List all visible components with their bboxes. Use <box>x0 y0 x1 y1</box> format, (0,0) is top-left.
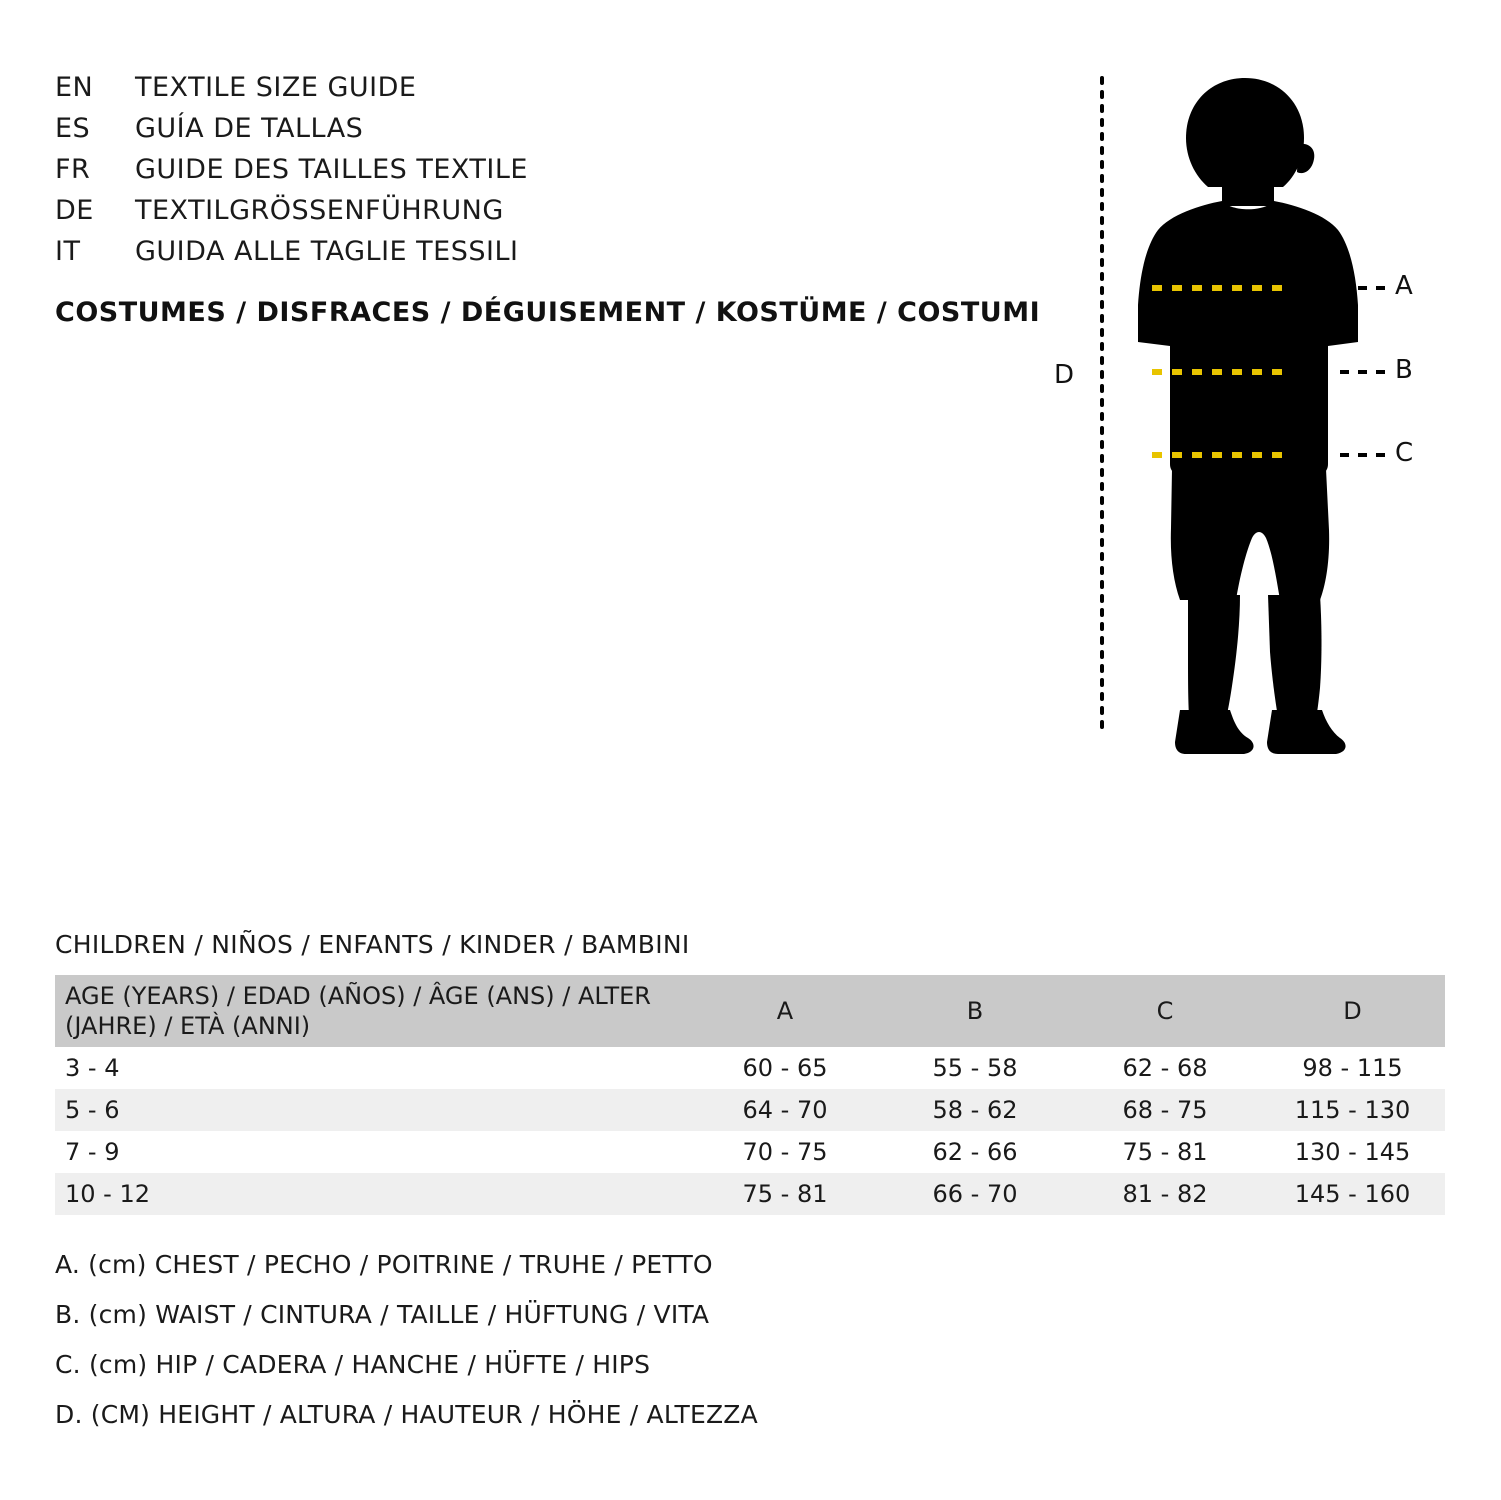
child-silhouette-icon <box>1040 60 1460 760</box>
legend-item-waist: B. (cm) WAIST / CINTURA / TAILLE / HÜFTUNG / VITA <box>55 1300 710 1329</box>
table-row <box>55 1173 1445 1215</box>
cell-hip: 81 - 82 <box>1070 1173 1260 1215</box>
measurement-figure <box>1040 60 1460 760</box>
cell-hip: 62 - 68 <box>1070 1047 1260 1089</box>
language-code: DE <box>55 195 94 226</box>
language-title: GUIDA ALLE TAGLIE TESSILI <box>135 236 519 267</box>
table-header-row <box>55 975 1445 1047</box>
cell-waist: 55 - 58 <box>880 1047 1070 1089</box>
language-title: GUÍA DE TALLAS <box>135 113 364 144</box>
cell-waist: 62 - 66 <box>880 1131 1070 1173</box>
language-code: IT <box>55 236 81 267</box>
legend-item-height: D. (CM) HEIGHT / ALTURA / HAUTEUR / HÖHE / ALTEZZA <box>55 1400 758 1429</box>
cell-height: 115 - 130 <box>1260 1089 1445 1131</box>
language-code: FR <box>55 154 91 185</box>
cell-height: 145 - 160 <box>1260 1173 1445 1215</box>
language-title: GUIDE DES TAILLES TEXTILE <box>135 154 528 185</box>
header-age: AGE (YEARS) / EDAD (AÑOS) / ÂGE (ANS) / ALTER (JAHRE) / ETÀ (ANNI) <box>55 975 690 1047</box>
table-row <box>55 1089 1445 1131</box>
table-row <box>55 1131 1445 1173</box>
language-row-de <box>55 195 1055 226</box>
size-table-section <box>55 930 1445 1215</box>
cell-height: 98 - 115 <box>1260 1047 1445 1089</box>
cell-age: 3 - 4 <box>55 1047 690 1089</box>
cell-age: 7 - 9 <box>55 1131 690 1173</box>
cell-chest: 70 - 75 <box>690 1131 880 1173</box>
costumes-subtitle: COSTUMES / DISFRACES / DÉGUISEMENT / KOSTÜME / COSTUMI <box>55 297 1041 328</box>
cell-chest: 60 - 65 <box>690 1047 880 1089</box>
language-code: EN <box>55 72 94 103</box>
cell-hip: 68 - 75 <box>1070 1089 1260 1131</box>
size-guide-header <box>55 72 1055 328</box>
legend-item-hip: C. (cm) HIP / CADERA / HANCHE / HÜFTE / HIPS <box>55 1350 651 1379</box>
cell-age: 5 - 6 <box>55 1089 690 1131</box>
header-b: B <box>880 975 1070 1047</box>
figure-label-c: C <box>1395 438 1414 468</box>
language-row-es <box>55 113 1055 144</box>
figure-label-a: A <box>1395 271 1413 301</box>
cell-chest: 75 - 81 <box>690 1173 880 1215</box>
size-table <box>55 975 1445 1215</box>
table-row <box>55 1047 1445 1089</box>
language-code: ES <box>55 113 91 144</box>
language-row-fr <box>55 154 1055 185</box>
language-row-it <box>55 236 1055 267</box>
language-title: TEXTILGRÖSSENFÜHRUNG <box>135 195 504 226</box>
legend-item-chest: A. (cm) CHEST / PECHO / POITRINE / TRUHE / PETTO <box>55 1250 713 1279</box>
cell-height: 130 - 145 <box>1260 1131 1445 1173</box>
header-c: C <box>1070 975 1260 1047</box>
header-d: D <box>1260 975 1445 1047</box>
figure-label-b: B <box>1395 355 1413 385</box>
cell-waist: 66 - 70 <box>880 1173 1070 1215</box>
table-caption: CHILDREN / NIÑOS / ENFANTS / KINDER / BAMBINI <box>55 930 690 959</box>
cell-hip: 75 - 81 <box>1070 1131 1260 1173</box>
cell-chest: 64 - 70 <box>690 1089 880 1131</box>
cell-waist: 58 - 62 <box>880 1089 1070 1131</box>
silhouette-shape <box>1138 78 1358 754</box>
language-title: TEXTILE SIZE GUIDE <box>135 72 417 103</box>
figure-label-d: D <box>1054 360 1075 390</box>
measurement-legend <box>55 1250 1255 1450</box>
cell-age: 10 - 12 <box>55 1173 690 1215</box>
header-a: A <box>690 975 880 1047</box>
language-row-en <box>55 72 1055 103</box>
